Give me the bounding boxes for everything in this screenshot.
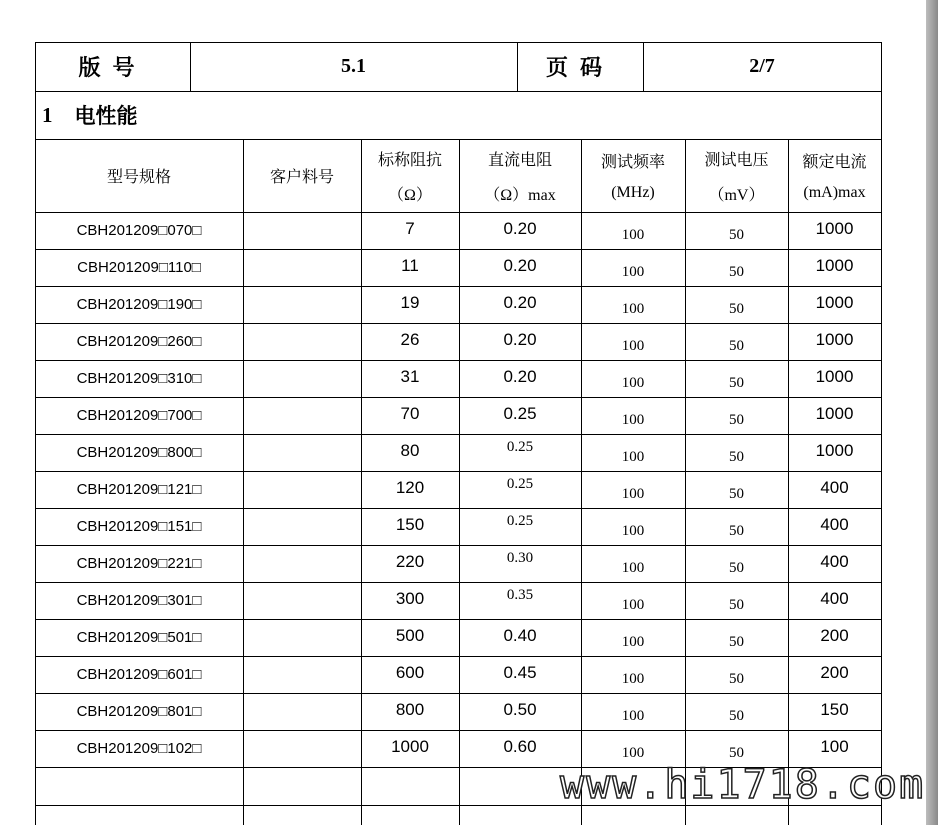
impedance-cell: 120 — [395, 477, 425, 497]
column-header — [361, 139, 459, 212]
test-voltage-cell: 50 — [729, 412, 744, 428]
column-header-title: 直流电阻 — [487, 149, 552, 169]
dcr-cell: 0.60 — [503, 736, 537, 756]
page-label: 页码 — [545, 56, 614, 81]
test-frequency-cell: 100 — [621, 671, 645, 687]
test-voltage-cell: 50 — [729, 227, 744, 243]
column-header-unit: (mA)max — [803, 184, 866, 201]
test-frequency-cell: 100 — [621, 338, 645, 354]
rated-current-cell: 1000 — [815, 218, 854, 238]
test-voltage-cell: 50 — [729, 708, 744, 724]
model-cell: CBH201209□801□ — [76, 703, 202, 720]
impedance-cell: 500 — [395, 625, 425, 645]
rated-current-cell: 1000 — [815, 255, 854, 275]
impedance-cell: 11 — [401, 255, 419, 275]
column-header-title: 标称阻抗 — [377, 149, 442, 169]
test-voltage-cell: 50 — [729, 264, 744, 280]
impedance-cell: 31 — [400, 366, 420, 386]
rated-current-cell: 1000 — [815, 403, 854, 423]
customer-part-cell — [243, 286, 361, 323]
impedance-cell: 800 — [395, 699, 425, 719]
model-cell: CBH201209□601□ — [76, 666, 202, 683]
impedance-cell: 80 — [400, 440, 420, 460]
model-cell: CBH201209□070□ — [76, 222, 202, 239]
model-cell: CBH201209□121□ — [76, 481, 202, 498]
column-header-title: 额定电流 — [802, 152, 867, 171]
test-frequency-cell: 100 — [621, 486, 645, 502]
dcr-cell: 0.30 — [506, 550, 534, 566]
test-frequency-cell: 100 — [621, 412, 645, 428]
impedance-cell: 19 — [400, 292, 420, 312]
dcr-cell: 0.35 — [506, 587, 534, 603]
test-frequency-cell: 100 — [621, 597, 645, 613]
impedance-cell: 1000 — [391, 736, 429, 756]
section-number: 1 — [42, 102, 53, 127]
page-edge-shadow — [926, 0, 938, 825]
column-header — [459, 139, 581, 212]
test-frequency-cell: 100 — [621, 634, 645, 650]
test-frequency-cell: 100 — [621, 449, 645, 465]
column-header-title: 客户料号 — [269, 167, 334, 186]
test-voltage-cell: 50 — [729, 745, 744, 761]
customer-part-cell — [243, 545, 361, 582]
test-voltage-cell: 50 — [729, 523, 744, 539]
column-header-unit: （Ω） — [388, 186, 432, 204]
test-frequency-cell: 100 — [621, 560, 645, 576]
impedance-cell: 70 — [400, 403, 420, 423]
dcr-cell: 0.40 — [503, 625, 537, 645]
impedance-cell: 300 — [395, 588, 425, 608]
model-cell: CBH201209□800□ — [76, 444, 202, 461]
customer-part-cell — [243, 434, 361, 471]
model-cell: CBH201209□151□ — [76, 518, 202, 535]
column-header-unit: （mV） — [708, 186, 765, 204]
dcr-cell: 0.20 — [503, 366, 537, 386]
column-header — [243, 139, 361, 212]
model-cell: CBH201209□501□ — [76, 629, 202, 646]
model-cell: CBH201209□310□ — [76, 370, 202, 387]
rated-current-cell: 400 — [820, 551, 849, 571]
test-frequency-cell: 100 — [621, 227, 645, 243]
dcr-cell: 0.25 — [506, 476, 534, 492]
customer-part-cell — [243, 471, 361, 508]
customer-part-cell — [243, 693, 361, 730]
version-value: 5.1 — [341, 55, 366, 77]
row-border — [35, 767, 882, 768]
test-frequency-cell: 100 — [621, 745, 645, 761]
test-voltage-cell: 50 — [729, 301, 744, 317]
model-cell: CBH201209□102□ — [76, 740, 202, 757]
column-header — [685, 139, 788, 212]
model-cell: CBH201209□110□ — [77, 259, 201, 276]
rated-current-cell: 400 — [820, 588, 849, 608]
dcr-cell: 0.50 — [503, 699, 537, 719]
dcr-cell: 0.45 — [503, 662, 537, 682]
impedance-cell: 150 — [395, 514, 425, 534]
model-cell: CBH201209□700□ — [76, 407, 202, 424]
customer-part-cell — [243, 360, 361, 397]
impedance-cell: 600 — [395, 662, 425, 682]
test-frequency-cell: 100 — [621, 708, 645, 724]
customer-part-cell — [243, 730, 361, 767]
dcr-cell: 0.25 — [506, 439, 534, 455]
version-label: 版号 — [78, 56, 147, 81]
rated-current-cell: 1000 — [815, 440, 854, 460]
customer-part-cell — [243, 323, 361, 360]
column-header-title: 测试电压 — [704, 149, 769, 169]
page-value: 2/7 — [749, 55, 775, 77]
customer-part-cell — [243, 397, 361, 434]
rated-current-cell: 1000 — [815, 366, 854, 386]
column-header-unit: (MHz) — [611, 184, 655, 201]
test-frequency-cell: 100 — [621, 375, 645, 391]
rated-current-cell: 1000 — [815, 292, 854, 312]
customer-part-cell — [243, 582, 361, 619]
test-voltage-cell: 50 — [729, 375, 744, 391]
test-voltage-cell: 50 — [729, 671, 744, 687]
model-cell: CBH201209□221□ — [76, 555, 202, 572]
test-voltage-cell: 50 — [729, 449, 744, 465]
customer-part-cell — [243, 249, 361, 286]
rated-current-cell: 150 — [820, 699, 849, 719]
test-voltage-cell: 50 — [729, 597, 744, 613]
dcr-cell: 0.20 — [503, 255, 537, 275]
impedance-cell: 7 — [405, 218, 415, 238]
model-cell: CBH201209□190□ — [76, 296, 202, 313]
column-header — [788, 139, 881, 212]
rated-current-cell: 200 — [820, 625, 849, 645]
customer-part-cell — [243, 212, 361, 249]
column-header — [581, 139, 685, 212]
section-heading: 电性能 — [74, 104, 138, 128]
test-frequency-cell: 100 — [621, 264, 645, 280]
customer-part-cell — [243, 619, 361, 656]
impedance-cell: 26 — [400, 329, 420, 349]
watermark: www.hi1718.com — [560, 762, 926, 808]
dcr-cell: 0.25 — [503, 403, 537, 423]
column-header-unit: （Ω）max — [484, 186, 556, 204]
impedance-cell: 220 — [395, 551, 425, 571]
model-cell: CBH201209□301□ — [76, 592, 202, 609]
rated-current-cell: 1000 — [815, 329, 854, 349]
rated-current-cell: 200 — [820, 662, 849, 682]
dcr-cell: 0.20 — [503, 292, 537, 312]
column-header — [35, 139, 243, 212]
test-voltage-cell: 50 — [729, 486, 744, 502]
column-header-title: 型号规格 — [106, 167, 171, 186]
column-header-title: 测试频率 — [600, 152, 665, 171]
test-frequency-cell: 100 — [621, 523, 645, 539]
rated-current-cell: 400 — [820, 477, 849, 497]
model-cell: CBH201209□260□ — [76, 333, 202, 350]
dcr-cell: 0.25 — [506, 513, 534, 529]
rated-current-cell: 400 — [820, 514, 849, 534]
blank-row-border — [35, 805, 882, 806]
test-frequency-cell: 100 — [621, 301, 645, 317]
section-title — [42, 91, 342, 139]
customer-part-cell — [243, 656, 361, 693]
test-voltage-cell: 50 — [729, 634, 744, 650]
customer-part-cell — [243, 508, 361, 545]
dcr-cell: 0.20 — [503, 218, 537, 238]
test-voltage-cell: 50 — [729, 338, 744, 354]
rated-current-cell: 100 — [820, 736, 849, 756]
dcr-cell: 0.20 — [503, 329, 537, 349]
test-voltage-cell: 50 — [729, 560, 744, 576]
